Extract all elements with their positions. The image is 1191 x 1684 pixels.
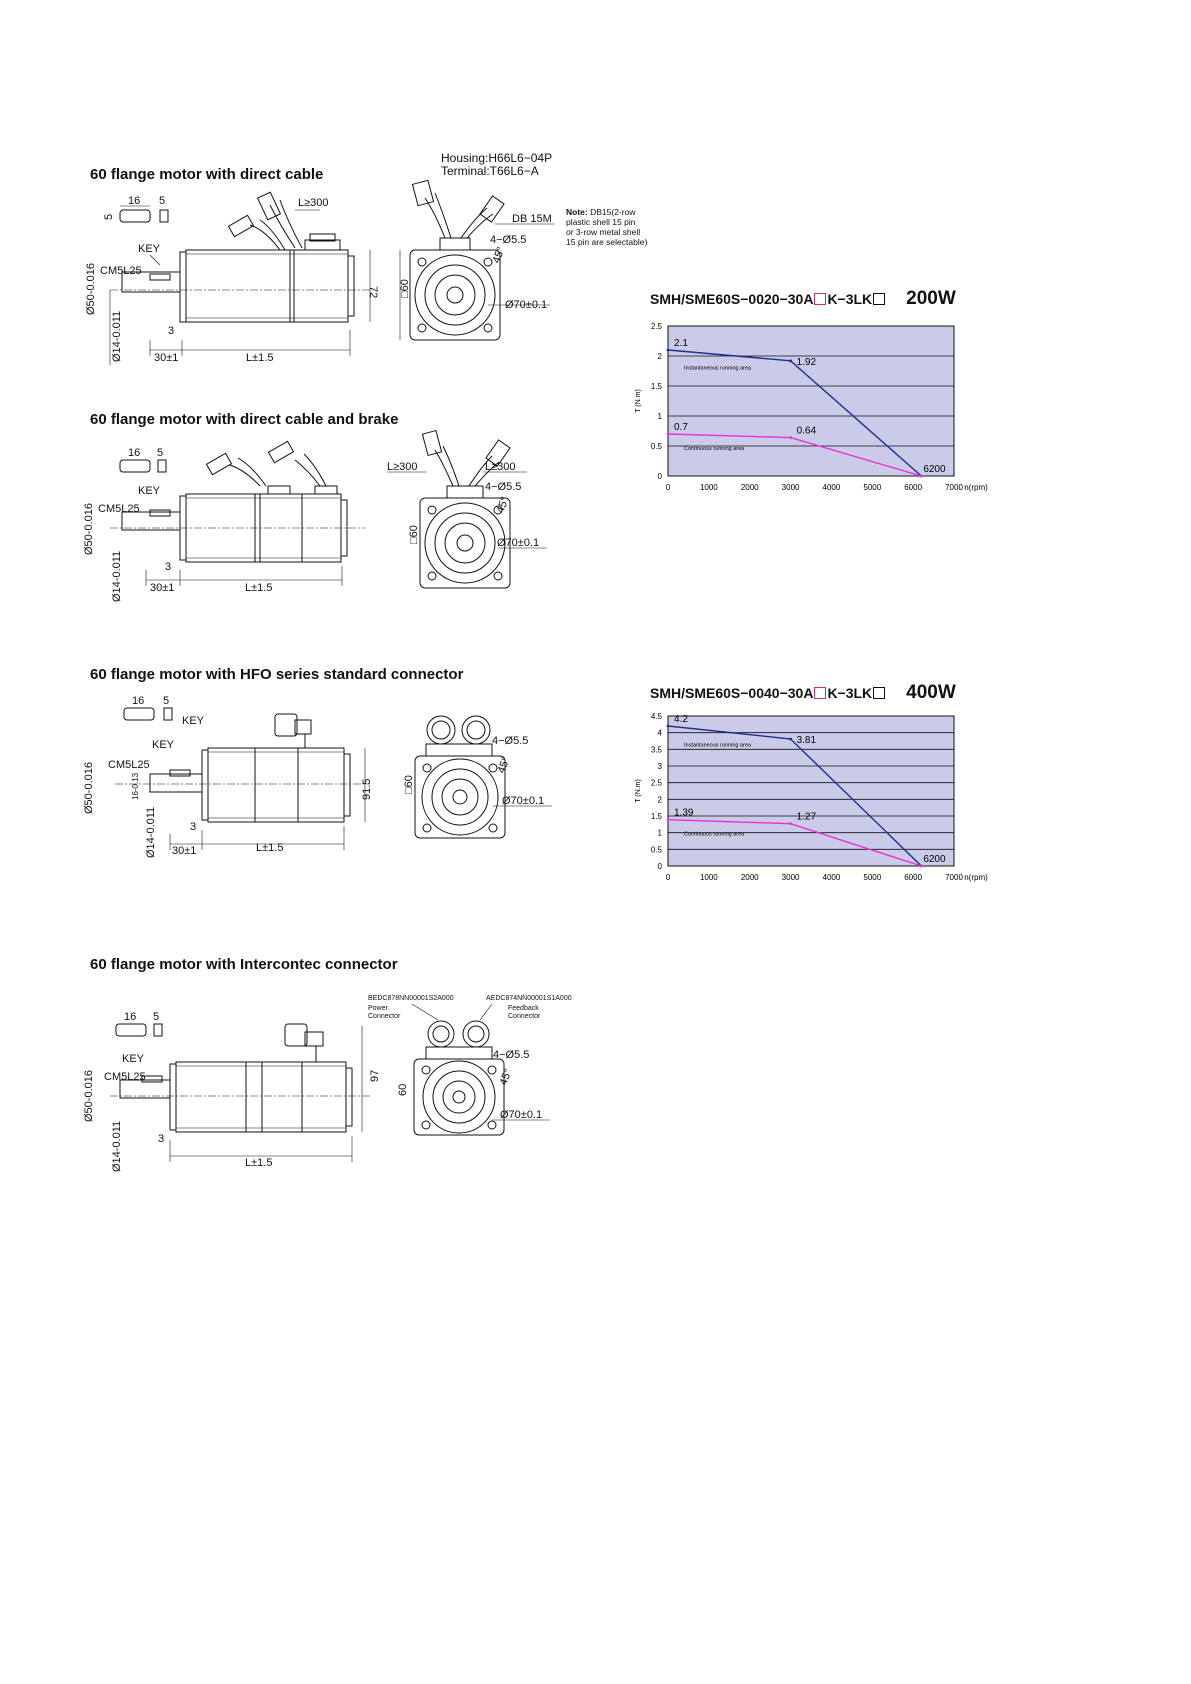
body-length: L±1.5 — [245, 582, 273, 594]
y-tick-label: 1.5 — [650, 812, 662, 821]
data-point — [789, 822, 792, 825]
y-tick-label: 2 — [657, 795, 662, 805]
key-width: 16 — [128, 447, 141, 459]
x-tick-label: 7000 — [945, 873, 963, 882]
y-tick-label: 1 — [657, 412, 662, 421]
body-height: 72 — [367, 286, 379, 299]
x-tick-label: 1000 — [699, 483, 718, 492]
chart-2-title — [650, 682, 956, 704]
flange-dia: Ø50-0.016 — [83, 762, 95, 814]
angle-dim: 45° — [494, 495, 512, 516]
step-dim: 3 — [168, 325, 175, 337]
key-label: KEY — [152, 739, 175, 751]
feedback-label-1: Feedback — [508, 1005, 539, 1012]
x-tick-label: 7000 — [945, 483, 963, 492]
point-label: 6200 — [923, 464, 946, 475]
shaft-dia: Ø14-0.011 — [145, 806, 157, 858]
key-label: KEY — [122, 1053, 145, 1065]
y-tick-label: 0.5 — [650, 845, 662, 855]
y-axis-label: T (N.m) — [635, 389, 642, 413]
chart-1-model-mid: K−3LK — [827, 291, 873, 307]
cable-left: L≥300 — [387, 461, 418, 473]
series-area-label: Instantaneous running area — [684, 365, 751, 372]
y-tick-label: 2 — [657, 352, 662, 361]
shaft-length: 30±1 — [150, 582, 175, 594]
y-tick-label: 2.5 — [650, 778, 662, 788]
x-tick-label: 4000 — [822, 483, 841, 492]
point-label: 1.39 — [674, 807, 694, 819]
housing-label: Housing:H66L6−04P — [441, 151, 553, 165]
x-tick-label: 2000 — [740, 873, 759, 882]
chart-1-power: 200W — [906, 288, 956, 309]
body-height: 97 — [369, 1069, 381, 1082]
data-point — [920, 475, 923, 478]
square-dim: □60 — [408, 525, 420, 544]
key-label: KEY — [138, 485, 161, 497]
motor-front-view-2 — [387, 428, 567, 598]
cable-length: L≥300 — [298, 197, 329, 209]
point-label: 1.27 — [796, 811, 817, 823]
data-point — [789, 738, 792, 741]
step-dim: 3 — [165, 561, 172, 573]
tap-label: CM5L25 — [108, 759, 150, 771]
y-tick-label: 2.5 — [650, 322, 662, 331]
tap-label: CM5L25 — [104, 1071, 146, 1083]
x-tick-label: 5000 — [863, 483, 882, 492]
data-point — [920, 865, 923, 868]
note-line: 15 pin are selectable) — [566, 237, 648, 247]
key-width: 16 — [128, 195, 141, 207]
plot-area — [668, 326, 954, 476]
x-tick-label: 1000 — [699, 873, 718, 882]
option-box — [814, 687, 826, 699]
key-width: 16 — [132, 695, 145, 707]
square-dim: 60 — [397, 1083, 409, 1096]
flange-dia: Ø50-0.016 — [85, 263, 97, 315]
series-area-label: Continuous running area — [684, 445, 745, 452]
cable-right: L≥300 — [485, 461, 516, 473]
chart-1-title — [650, 288, 956, 310]
square-dim: □60 — [403, 775, 415, 794]
body-length: L±1.5 — [256, 842, 284, 854]
pcd-dim: Ø70±0.1 — [502, 795, 545, 807]
series-area-label: Instantaneous running area — [684, 742, 751, 749]
terminal-label: Terminal:T66L6−A — [441, 164, 539, 178]
x-tick-label: 0 — [665, 483, 671, 492]
shaft-length: 30±1 — [172, 845, 197, 857]
torque-speed-chart-200w — [630, 318, 990, 498]
y-tick-label: 0 — [657, 472, 662, 481]
key-height: 5 — [163, 695, 170, 707]
point-label: 3.81 — [796, 735, 817, 746]
chart-1-model-prefix: SMH/SME60S−0020−30A — [650, 291, 814, 307]
body-length: L±1.5 — [245, 1157, 273, 1169]
option-box — [873, 687, 885, 699]
motor-front-view-1 — [395, 178, 575, 348]
hole-spec: 4−Ø5.5 — [490, 234, 527, 246]
shaft-dia: Ø14-0.011 — [111, 550, 123, 602]
y-tick-label: 0.5 — [650, 442, 662, 451]
key-top-label: KEY — [182, 715, 205, 727]
pcd-dim: Ø70±0.1 — [500, 1109, 543, 1121]
data-point — [667, 433, 670, 436]
connector-label: DB 15M — [512, 213, 552, 225]
power-label-1: Power — [368, 1005, 388, 1012]
y-tick-label: 4.5 — [650, 712, 662, 721]
point-label: 0.7 — [674, 422, 688, 433]
pcd-dim: Ø70±0.1 — [505, 299, 548, 311]
x-tick-label: 5000 — [863, 873, 882, 882]
x-tick-label: 4000 — [822, 873, 841, 882]
square-dim: □60 — [399, 279, 411, 298]
data-point — [667, 725, 670, 728]
section-1-title: 60 flange motor with direct cable — [90, 166, 324, 183]
point-label: 4.2 — [674, 714, 688, 725]
feedback-part-no: AEDC874NN00001S1A000 — [486, 995, 572, 1002]
chart-2-model-mid: K−3LK — [827, 685, 873, 701]
note-line: DB15(2-row — [590, 207, 636, 217]
y-tick-label: 3.5 — [650, 745, 662, 755]
motor-front-view-3 — [392, 708, 572, 848]
feedback-label-2: Connector — [508, 1013, 541, 1020]
key-left: 5 — [103, 213, 115, 220]
x-tick-label: 3000 — [781, 873, 800, 882]
y-tick-label: 0 — [657, 862, 662, 871]
note-label: Note: — [566, 207, 588, 217]
shaft-dia: Ø14-0.011 — [111, 310, 123, 362]
x-tick-label: 6000 — [904, 483, 923, 492]
x-tick-label: 6000 — [904, 873, 923, 882]
data-point — [667, 349, 670, 352]
y-axis-label: T (N.m) — [635, 779, 642, 803]
y-tick-label: 4 — [657, 728, 662, 738]
x-axis-label: n(rpm) — [964, 483, 988, 492]
key-length: 16-0.13 — [131, 772, 140, 800]
x-tick-label: 0 — [665, 873, 671, 882]
point-label: 6200 — [923, 854, 946, 865]
section-4-title: 60 flange motor with Intercontec connector — [90, 956, 398, 973]
point-label: 2.1 — [674, 338, 688, 349]
section-2-title: 60 flange motor with direct cable and brake — [90, 411, 399, 428]
tap-label: CM5L25 — [98, 503, 140, 515]
angle-dim: 45° — [495, 755, 513, 776]
step-dim: 3 — [158, 1133, 165, 1145]
flange-dia: Ø50-0.016 — [83, 503, 95, 555]
db15-note — [566, 207, 647, 247]
body-height: 91.5 — [361, 778, 373, 800]
body-length: L±1.5 — [246, 352, 274, 364]
hole-spec: 4−Ø5.5 — [493, 1049, 530, 1061]
data-point — [789, 359, 792, 362]
step-dim: 3 — [190, 821, 197, 833]
angle-dim: 45° — [497, 1067, 515, 1088]
angle-dim: 45° — [490, 245, 508, 266]
power-label-2: Connector — [368, 1013, 401, 1020]
option-box — [814, 293, 826, 305]
shaft-length: 30±1 — [154, 352, 179, 364]
point-label: 0.64 — [796, 425, 817, 437]
motor-side-view-4 — [80, 990, 400, 1180]
x-tick-label: 3000 — [781, 483, 800, 492]
key-label: KEY — [138, 243, 161, 255]
point-label: 1.92 — [796, 356, 817, 368]
motor-side-view-3 — [80, 690, 400, 870]
section-3-title: 60 flange motor with HFO series standard connector — [90, 666, 464, 683]
power-part-no: BEDC878NN00001S2A000 — [368, 995, 454, 1002]
tap-label: CM5L25 — [100, 265, 142, 277]
x-axis-label: n(rpm) — [964, 873, 988, 882]
key-height: 5 — [159, 195, 166, 207]
key-height: 5 — [153, 1011, 160, 1023]
y-tick-label: 1.5 — [650, 382, 662, 391]
key-height: 5 — [157, 447, 164, 459]
series-area-label: Continuous running area — [684, 831, 745, 838]
motor-front-view-4 — [368, 990, 608, 1140]
x-tick-label: 2000 — [740, 483, 759, 492]
hole-spec: 4−Ø5.5 — [485, 481, 522, 493]
chart-2-model-prefix: SMH/SME60S−0040−30A — [650, 685, 814, 701]
key-width: 16 — [124, 1011, 137, 1023]
data-point — [667, 818, 670, 821]
y-tick-label: 1 — [657, 828, 662, 838]
hole-spec: 4−Ø5.5 — [492, 735, 529, 747]
pcd-dim: Ø70±0.1 — [497, 537, 540, 549]
motor-side-view-2 — [80, 430, 400, 610]
chart-2-power: 400W — [906, 682, 956, 703]
flange-dia: Ø50-0.016 — [83, 1070, 95, 1122]
y-tick-label: 3 — [657, 762, 662, 771]
note-line: plastic shell 15 pin — [566, 217, 636, 227]
torque-speed-chart-400w — [630, 708, 990, 888]
note-line: or 3-row metal shell — [566, 227, 641, 237]
shaft-dia: Ø14-0.011 — [111, 1120, 123, 1172]
option-box — [873, 293, 885, 305]
data-point — [789, 436, 792, 439]
